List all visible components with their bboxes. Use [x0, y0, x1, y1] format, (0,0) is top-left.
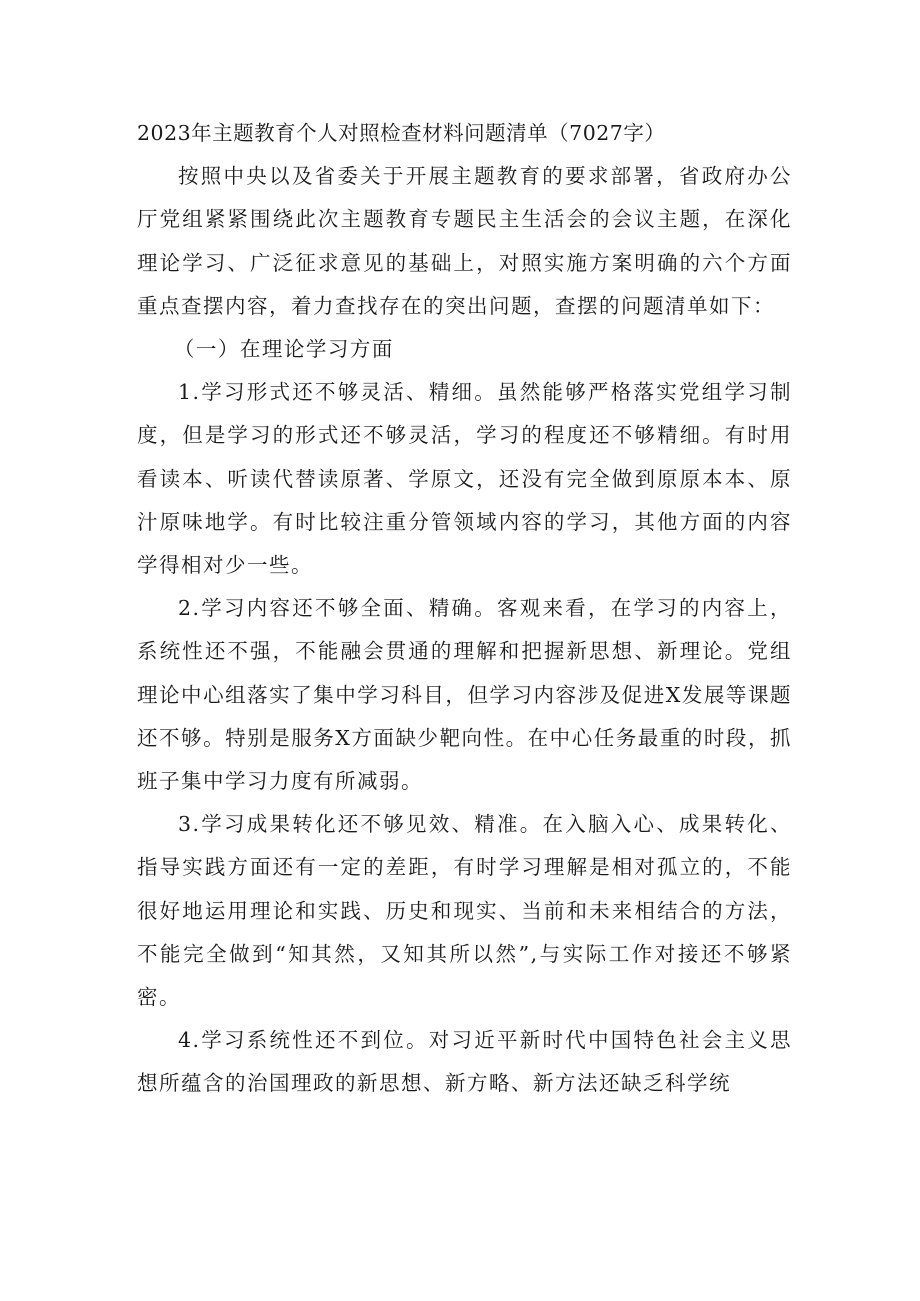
- list-item: 1.学习形式还不够灵活、精细。虽然能够严格落实党组学习制度，但是学习的形式还不够灵活，学习的程度还不够精细。有时用看读本、听读代替读原著、学原文，还没有完全做到原原本本、原汁原味地学。有时比较注重分管领域内容的学习，其他方面的内容学得相对少一些。: [137, 380, 792, 578]
- intro-paragraph: 按照中央以及省委关于开展主题教育的要求部署，省政府办公厅党组紧紧围绕此次主题教育专题民主生活会的会议主题，在深化理论学习、广泛征求意见的基础上，对照实施方案明确的六个方面重点查摆内容，着力查找存在的突出问题，查摆的问题清单如下：: [137, 164, 792, 318]
- document-body: [137, 112, 792, 1106]
- list-item: 3.学习成果转化还不够见效、精准。在入脑入心、成果转化、指导实践方面还有一定的差距，有时学习理解是相对孤立的，不能很好地运用理论和实践、历史和现实、当前和未来相结合的方法，不能完全做到“知其然，又知其所以然”,与实际工作对接还不够紧密。: [137, 812, 792, 1010]
- list-item: 2.学习内容还不够全面、精确。客观来看，在学习的内容上，系统性还不强，不能融会贯通的理解和把握新思想、新理论。党组理论中心组落实了集中学习科目，但学习内容涉及促进X发展等课题还不够。特别是服务X方面缺少靶向性。在中心任务最重的时段，抓班子集中学习力度有所减弱。: [137, 596, 792, 794]
- section-heading: （一）在理论学习方面: [173, 337, 394, 362]
- document-title: 2023年主题教育个人对照检查材料问题清单（7027字）: [137, 121, 666, 145]
- list-item: 4.学习系统性还不到位。对习近平新时代中国特色社会主义思想所蕴含的治国理政的新思想、新方略、新方法还缺乏科学统: [137, 1028, 792, 1096]
